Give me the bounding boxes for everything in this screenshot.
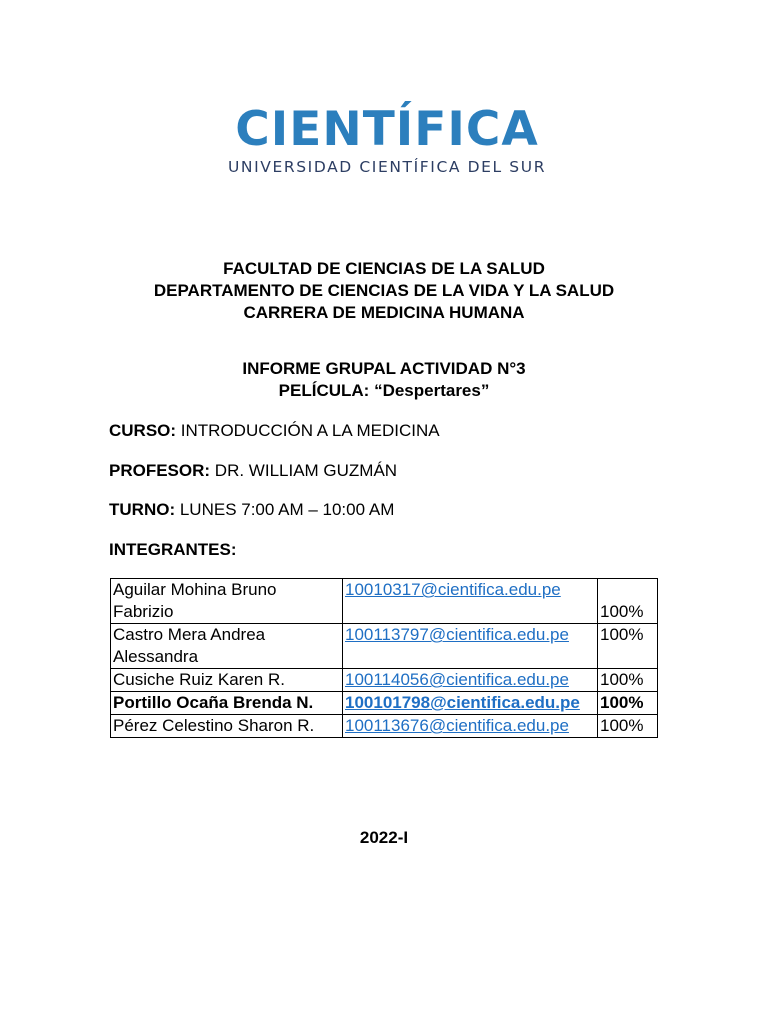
professor-value: DR. WILLIAM GUZMÁN — [214, 461, 398, 480]
report-heading — [0, 358, 768, 402]
logo-subtitle: UNIVERSIDAD CIENTÍFICA DEL SUR — [227, 158, 547, 176]
movie-line — [0, 380, 768, 402]
logo-wordmark: CIENTÍFICA — [235, 102, 539, 157]
academic-year: 2022-I — [359, 828, 409, 847]
university-logo — [222, 104, 552, 180]
member-percentage: 100% — [598, 692, 658, 715]
table-row — [111, 669, 658, 692]
member-percentage: 100% — [598, 715, 658, 738]
table-row — [111, 692, 658, 715]
shift-row — [109, 499, 394, 521]
member-name: Aguilar Mohina Bruno Fabrizio — [111, 579, 343, 624]
table-row — [111, 624, 658, 669]
member-percentage: 100% — [598, 669, 658, 692]
member-name: Castro Mera Andrea Alessandra — [111, 624, 343, 669]
members-label: INTEGRANTES: — [109, 540, 237, 559]
members-heading — [109, 539, 237, 561]
report-title: INFORME GRUPAL ACTIVIDAD N°3 — [242, 359, 526, 378]
course-label: CURSO: — [109, 421, 177, 440]
member-email-link[interactable]: 100101798@cientifica.edu.pe — [343, 692, 598, 715]
department-line: DEPARTAMENTO DE CIENCIAS DE LA VIDA Y LA SALUD — [153, 281, 615, 300]
members-table — [110, 578, 658, 738]
table-row — [111, 579, 658, 624]
movie-title: “Despertares” — [374, 381, 490, 400]
shift-value: LUNES 7:00 AM – 10:00 AM — [179, 500, 395, 519]
member-name: Cusiche Ruiz Karen R. — [111, 669, 343, 692]
career-line: CARRERA DE MEDICINA HUMANA — [243, 303, 525, 322]
member-email-link[interactable]: 100113676@cientifica.edu.pe — [343, 715, 598, 738]
member-email-link[interactable]: 10010317@cientifica.edu.pe — [343, 579, 598, 624]
professor-row — [109, 460, 397, 482]
member-email-link[interactable]: 100114056@cientifica.edu.pe — [343, 669, 598, 692]
table-row — [111, 715, 658, 738]
member-percentage: 100% — [598, 624, 658, 669]
movie-label: PELÍCULA: — [278, 381, 370, 400]
member-name: Pérez Celestino Sharon R. — [111, 715, 343, 738]
course-value: INTRODUCCIÓN A LA MEDICINA — [180, 421, 440, 440]
faculty-header — [0, 258, 768, 324]
shift-label: TURNO: — [109, 500, 176, 519]
member-email-link[interactable]: 100113797@cientifica.edu.pe — [343, 624, 598, 669]
professor-label: PROFESOR: — [109, 461, 211, 480]
course-row — [109, 420, 440, 442]
member-name: Portillo Ocaña Brenda N. — [111, 692, 343, 715]
member-percentage: 100% — [598, 579, 658, 624]
faculty-line: FACULTAD DE CIENCIAS DE LA SALUD — [223, 259, 545, 278]
